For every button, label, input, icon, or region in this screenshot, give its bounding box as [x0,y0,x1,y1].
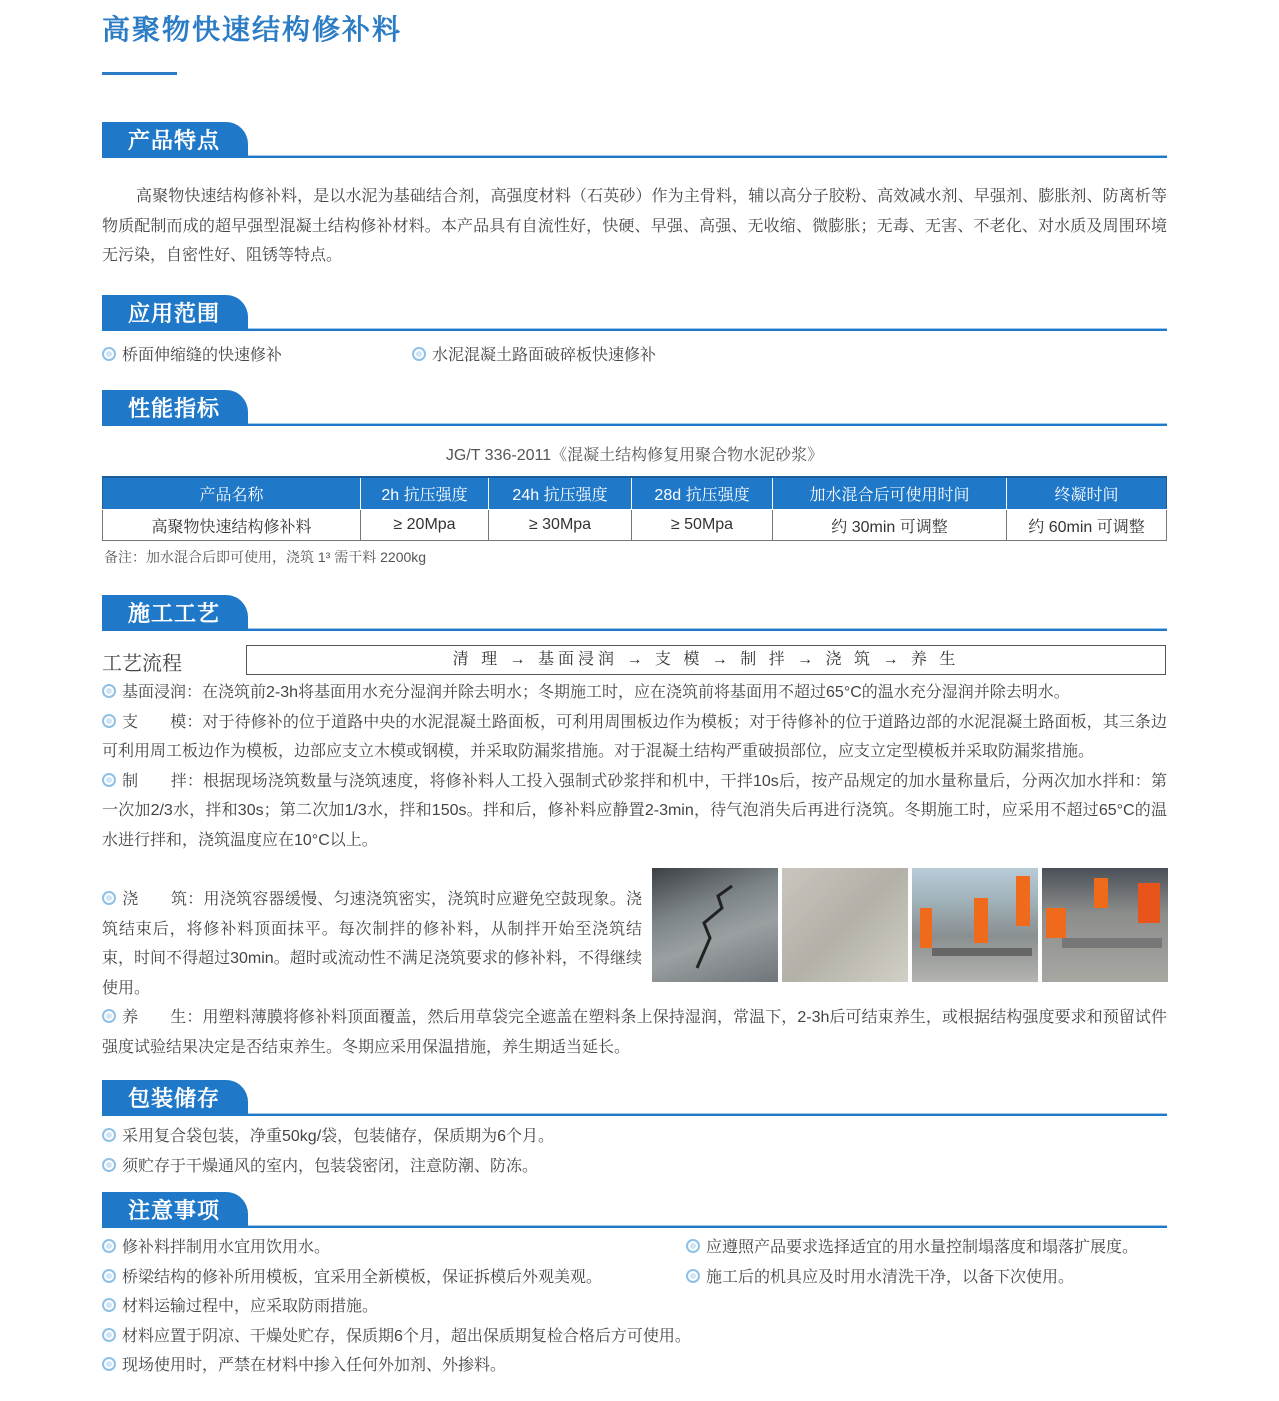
note-item: 施工后的机具应及时用水清洗干净，以备下次使用。 [686,1263,1138,1293]
note-item: 现场使用时，严禁在材料中掺入任何外加剂、外掺料。 [102,1351,691,1381]
photo-workers-repair [1042,868,1168,982]
table-header-row [103,477,1167,510]
packaging-item: 采用复合袋包装，净重50kg/袋，包装储存，保质期为6个月。 [102,1122,554,1152]
note-item: 材料运输过程中，应采取防雨措施。 [102,1292,691,1322]
section-header-performance [102,390,1167,426]
section-header-construction [102,595,1167,631]
section-title: 注意事项 [102,1192,248,1228]
section-header-features [102,122,1167,158]
page-title: 高聚物快速结构修补料 [102,14,403,45]
title-underline [102,72,177,75]
table-note: 备注：加水混合后即可使用，浇筑 1³ 需干料 2200kg [104,549,427,565]
flow-label: 工艺流程 [102,653,182,675]
note-item: 桥梁结构的修补所用模板，宜采用全新模板，保证拆模后外观美观。 [102,1263,691,1293]
photo-concrete-surface [782,868,908,982]
packaging-item: 须贮存于干燥通风的室内，包装袋密闭，注意防潮、防冻。 [102,1152,554,1182]
construction-steps-top [102,678,1167,856]
column-header: 加水混合后可使用时间 [773,477,1007,510]
column-header: 24h 抗压强度 [489,477,632,510]
table-cell: 约 60min 可调整 [1007,510,1167,541]
table-cell: ≥ 20Mpa [361,510,489,541]
note-item: 材料应置于阴凉、干燥处贮存，保质期6个月，超出保质期复检合格后方可使用。 [102,1322,691,1352]
note-item: 修补料拌制用水宜用饮用水。 [102,1233,691,1263]
table-row [103,510,1167,541]
table-cell: ≥ 30Mpa [489,510,632,541]
note-item: 应遵照产品要求选择适宜的用水量控制塌落度和塌落扩展度。 [686,1233,1138,1263]
notes-list-right [686,1233,1138,1292]
photo-cracked-road [652,868,778,982]
step-item: 基面浸润：在浇筑前2-3h将基面用水充分湿润并除去明水；冬期施工时，应在浇筑前将基面用不超过65°C的温水充分湿润并除去明水。 [102,678,1167,708]
column-header: 2h 抗压强度 [361,477,489,510]
table-cell: ≥ 50Mpa [632,510,773,541]
section-title: 产品特点 [102,122,248,158]
section-title: 应用范围 [102,295,248,331]
section-header-application [102,295,1167,331]
photo-workers-pouring [912,868,1038,982]
column-header: 产品名称 [103,477,361,510]
packaging-list [102,1122,554,1181]
application-item: 水泥混凝土路面破碎板快速修补 [412,341,656,371]
section-title: 性能指标 [102,390,248,426]
features-paragraph: 高聚物快速结构修补料，是以水泥为基础结合剂，高强度材料（石英砂）作为主骨料，辅以高分子胶粉、高效减水剂、早强剂、膨胀剂、防离析等物质配制而成的超早强型混凝土结构修补材料。本产品具有自流性好，快硬、早强、高强、无收缩、微膨胀；无毒、无害、不老化、对水质及周围环境无污染，自密性好、阻锈等特点。 [102,188,1167,265]
process-flow: 清 理 → 基面浸润 → 支 模 → 制 拌 → 浇 筑 → 养 生 [246,645,1166,675]
construction-step-pour [102,885,642,1003]
standard-reference: JG/T 336-2011《混凝土结构修复用聚合物水泥砂浆》 [445,447,824,464]
step-item: 支 模：对于待修补的位于道路中央的水泥混凝土路面板，可利用周围板边作为模板；对于待修补的位于道路边部的水泥混凝土路面板，其三条边可利用周工板边作为模板，边部应支立木模或钢模，并采取防漏浆措施。对于混凝土结构严重破损部位，应支立定型模板并采取防漏浆措施。 [102,708,1167,767]
step-item: 制 拌：根据现场浇筑数量与浇筑速度，将修补料人工投入强制式砂浆拌和机中，干拌10s后，按产品规定的加水量称量后，分两次加水拌和：第一次加2/3水，拌和30s；第二次加1/3水，拌和150s。拌和后，修补料应静置2-3min，待气泡消失后再进行浇筑。冬期施工时，应采用不超过65°C的温水进行拌和，浇筑温度应在10°C以上。 [102,767,1167,856]
table-cell: 高聚物快速结构修补料 [103,510,361,541]
notes-list-left [102,1233,691,1381]
section-header-notes [102,1192,1167,1228]
features-text [102,182,1167,271]
column-header: 28d 抗压强度 [632,477,773,510]
spec-table [102,476,1167,541]
application-item: 桥面伸缩缝的快速修补 [102,341,282,371]
section-header-packaging [102,1080,1167,1116]
column-header: 终凝时间 [1007,477,1167,510]
step-item: 浇 筑：用浇筑容器缓慢、匀速浇筑密实，浇筑时应避免空鼓现象。浇筑结束后，将修补料顶面抹平。每次制拌的修补料，从制拌开始至浇筑结束，时间不得超过30min。超时或流动性不满足浇筑要求的修补料，不得继续使用。 [102,885,642,1003]
section-title: 包装储存 [102,1080,248,1116]
table-cell: 约 30min 可调整 [773,510,1007,541]
step-item: 养 生：用塑料薄膜将修补料顶面覆盖，然后用草袋完全遮盖在塑料条上保持湿润，常温下，2-3h后可结束养生，或根据结构强度要求和预留试件强度试验结果决定是否结束养生。冬期应采用保温措施，养生期适当延长。 [102,1003,1167,1062]
construction-step-cure [102,1003,1167,1062]
section-title: 施工工艺 [102,595,248,631]
